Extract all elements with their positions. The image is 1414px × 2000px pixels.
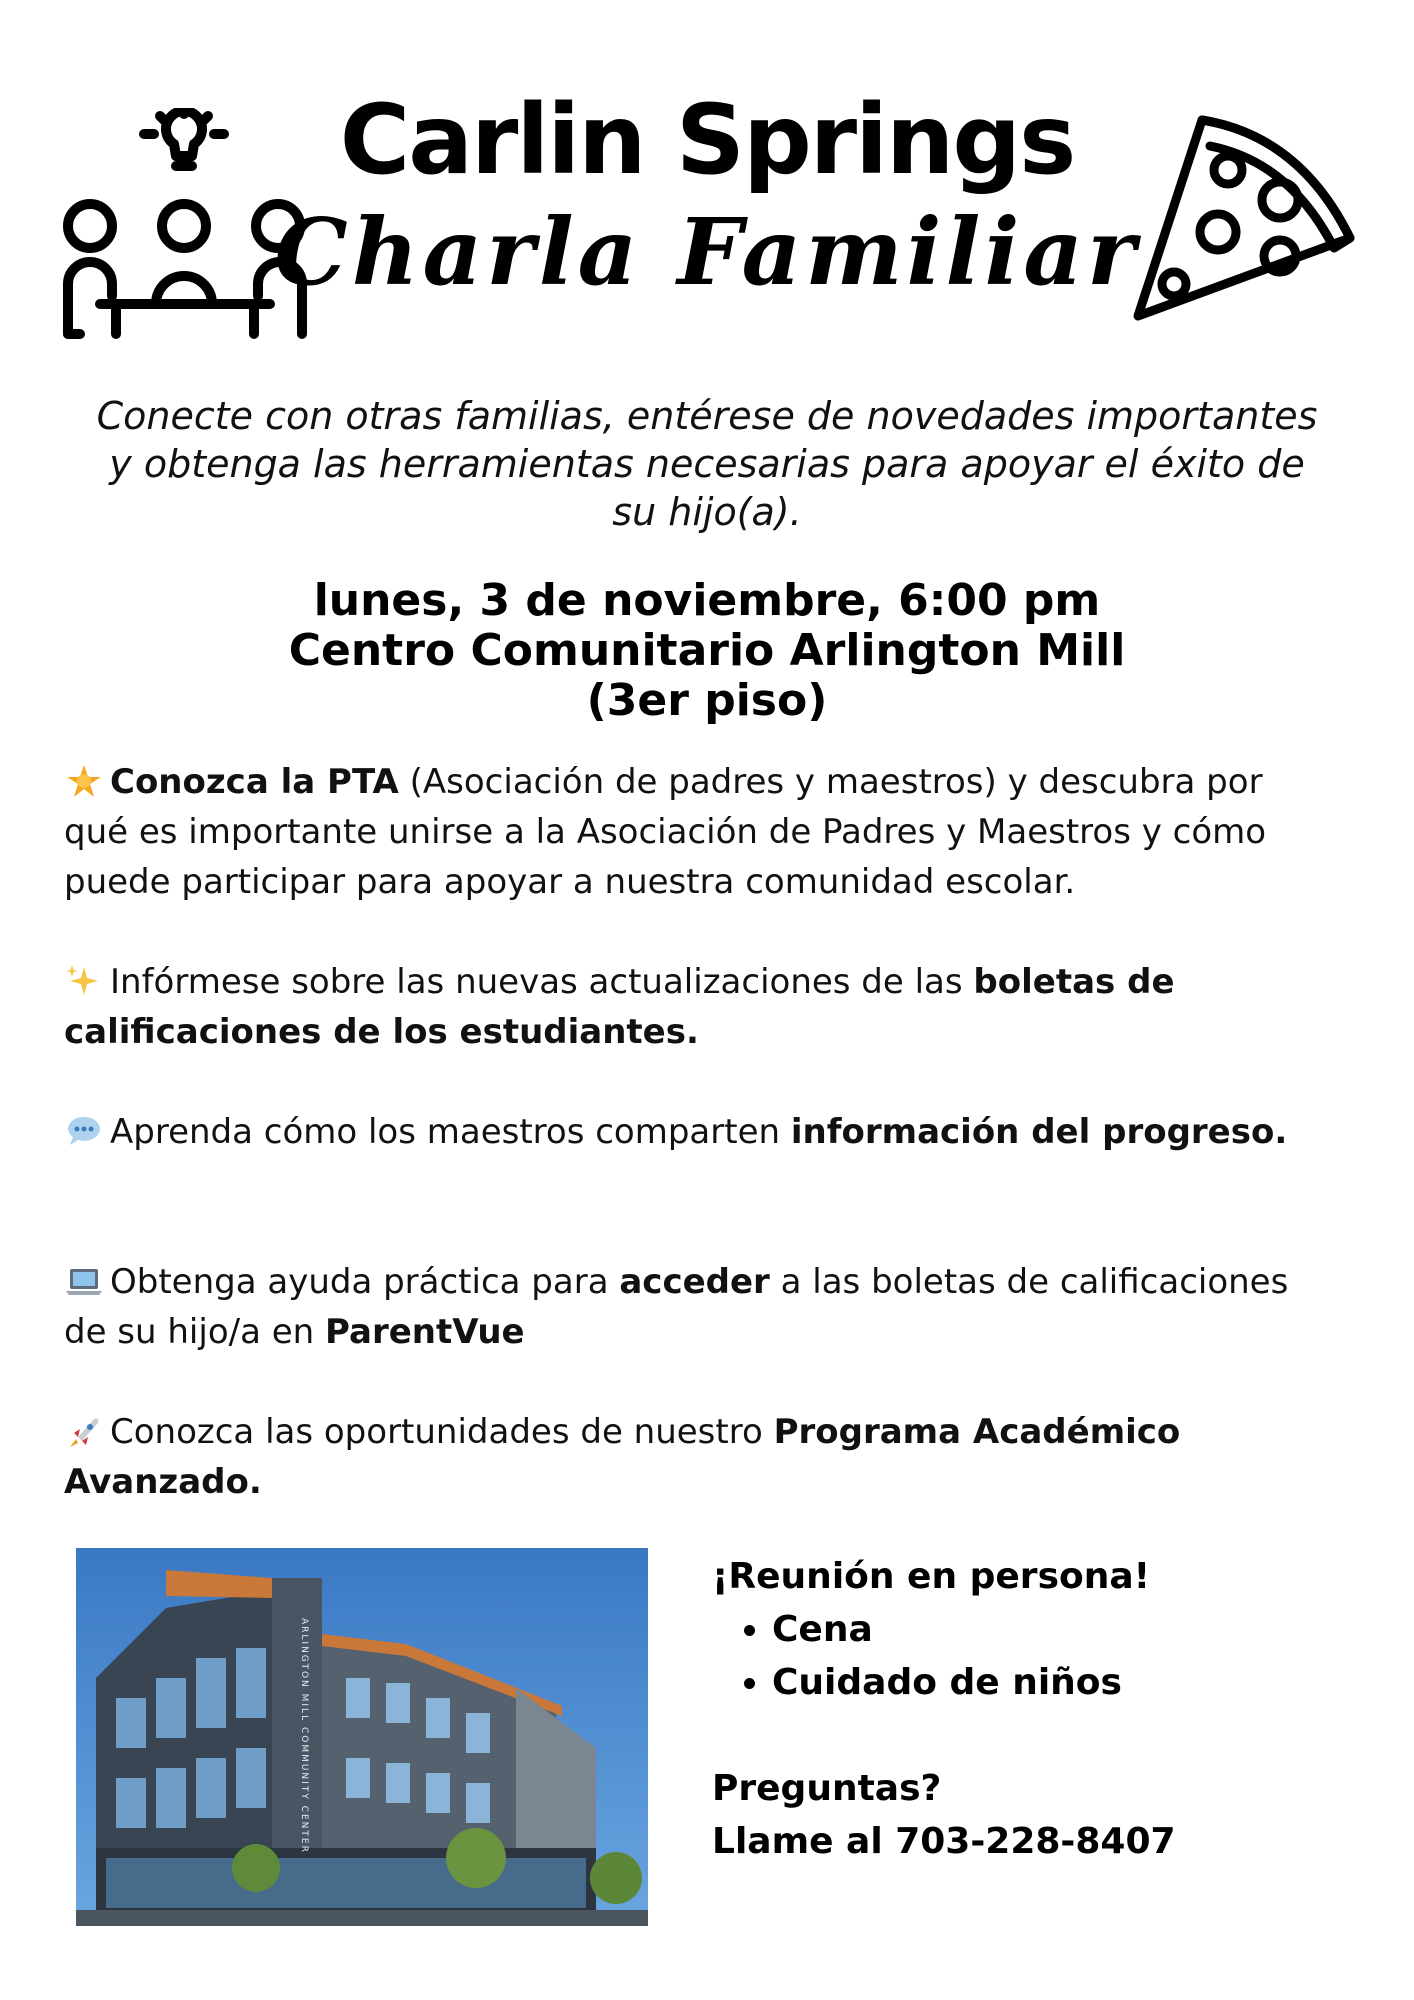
event-details: [0, 576, 1414, 726]
event-date-time: lunes, 3 de noviembre, 6:00 pm: [313, 575, 1101, 626]
community-center-photo: [76, 1548, 648, 1926]
meeting-info: [712, 1550, 1352, 1868]
intro-text: Conecte con otras familias, entérese de novedades importantes y obtenga las herramientas necesarias para apoyar el éxito de su hijo(a).: [96, 394, 1318, 534]
event-floor: (3er piso): [586, 675, 828, 726]
list-item: Conozca las oportunidades de nuestro Programa Académico Avanzado.: [64, 1412, 1181, 1502]
page-title: Carlin Springs: [339, 84, 1075, 196]
building-sign: ARLINGTON MILL COMMUNITY CENTER: [299, 1618, 309, 1854]
questions-label: Preguntas?: [712, 1768, 942, 1809]
rocket-icon: [64, 1413, 104, 1449]
page-subtitle: Charla Familiar: [274, 198, 1140, 306]
in-person-heading: ¡Reunión en persona!: [712, 1556, 1151, 1597]
amenity-childcare: • Cuidado de niños: [772, 1656, 1352, 1709]
amenity-dinner: • Cena: [772, 1603, 1352, 1656]
list-item: Infórmese sobre las nuevas actualizaciones de las boletas de calificaciones de los estudiantes.: [64, 962, 1175, 1052]
pta-lead: Conozca la PTA: [110, 762, 399, 802]
speech-bubble-icon: [64, 1113, 104, 1149]
star-icon: [64, 763, 104, 799]
list-item: Aprenda cómo los maestros comparten información del progreso.: [64, 1107, 1314, 1157]
sparkles-icon: [64, 963, 104, 999]
phone-contact: Llame al 703-228-8407: [712, 1821, 1176, 1862]
event-location: Centro Comunitario Arlington Mill: [288, 625, 1126, 676]
list-item: Conozca la PTA (Asociación de padres y maestros) y descubra por qué es importante unirse a la Asociación de Padres y Maestros y cómo puede participar para apoyar a nuestra comunidad escolar.: [64, 762, 1267, 902]
laptop-icon: [64, 1263, 104, 1299]
list-item: Obtenga ayuda práctica para acceder a las boletas de calificaciones de su hijo/a en ParentVue: [64, 1262, 1289, 1352]
amenities-list: [712, 1603, 1352, 1709]
